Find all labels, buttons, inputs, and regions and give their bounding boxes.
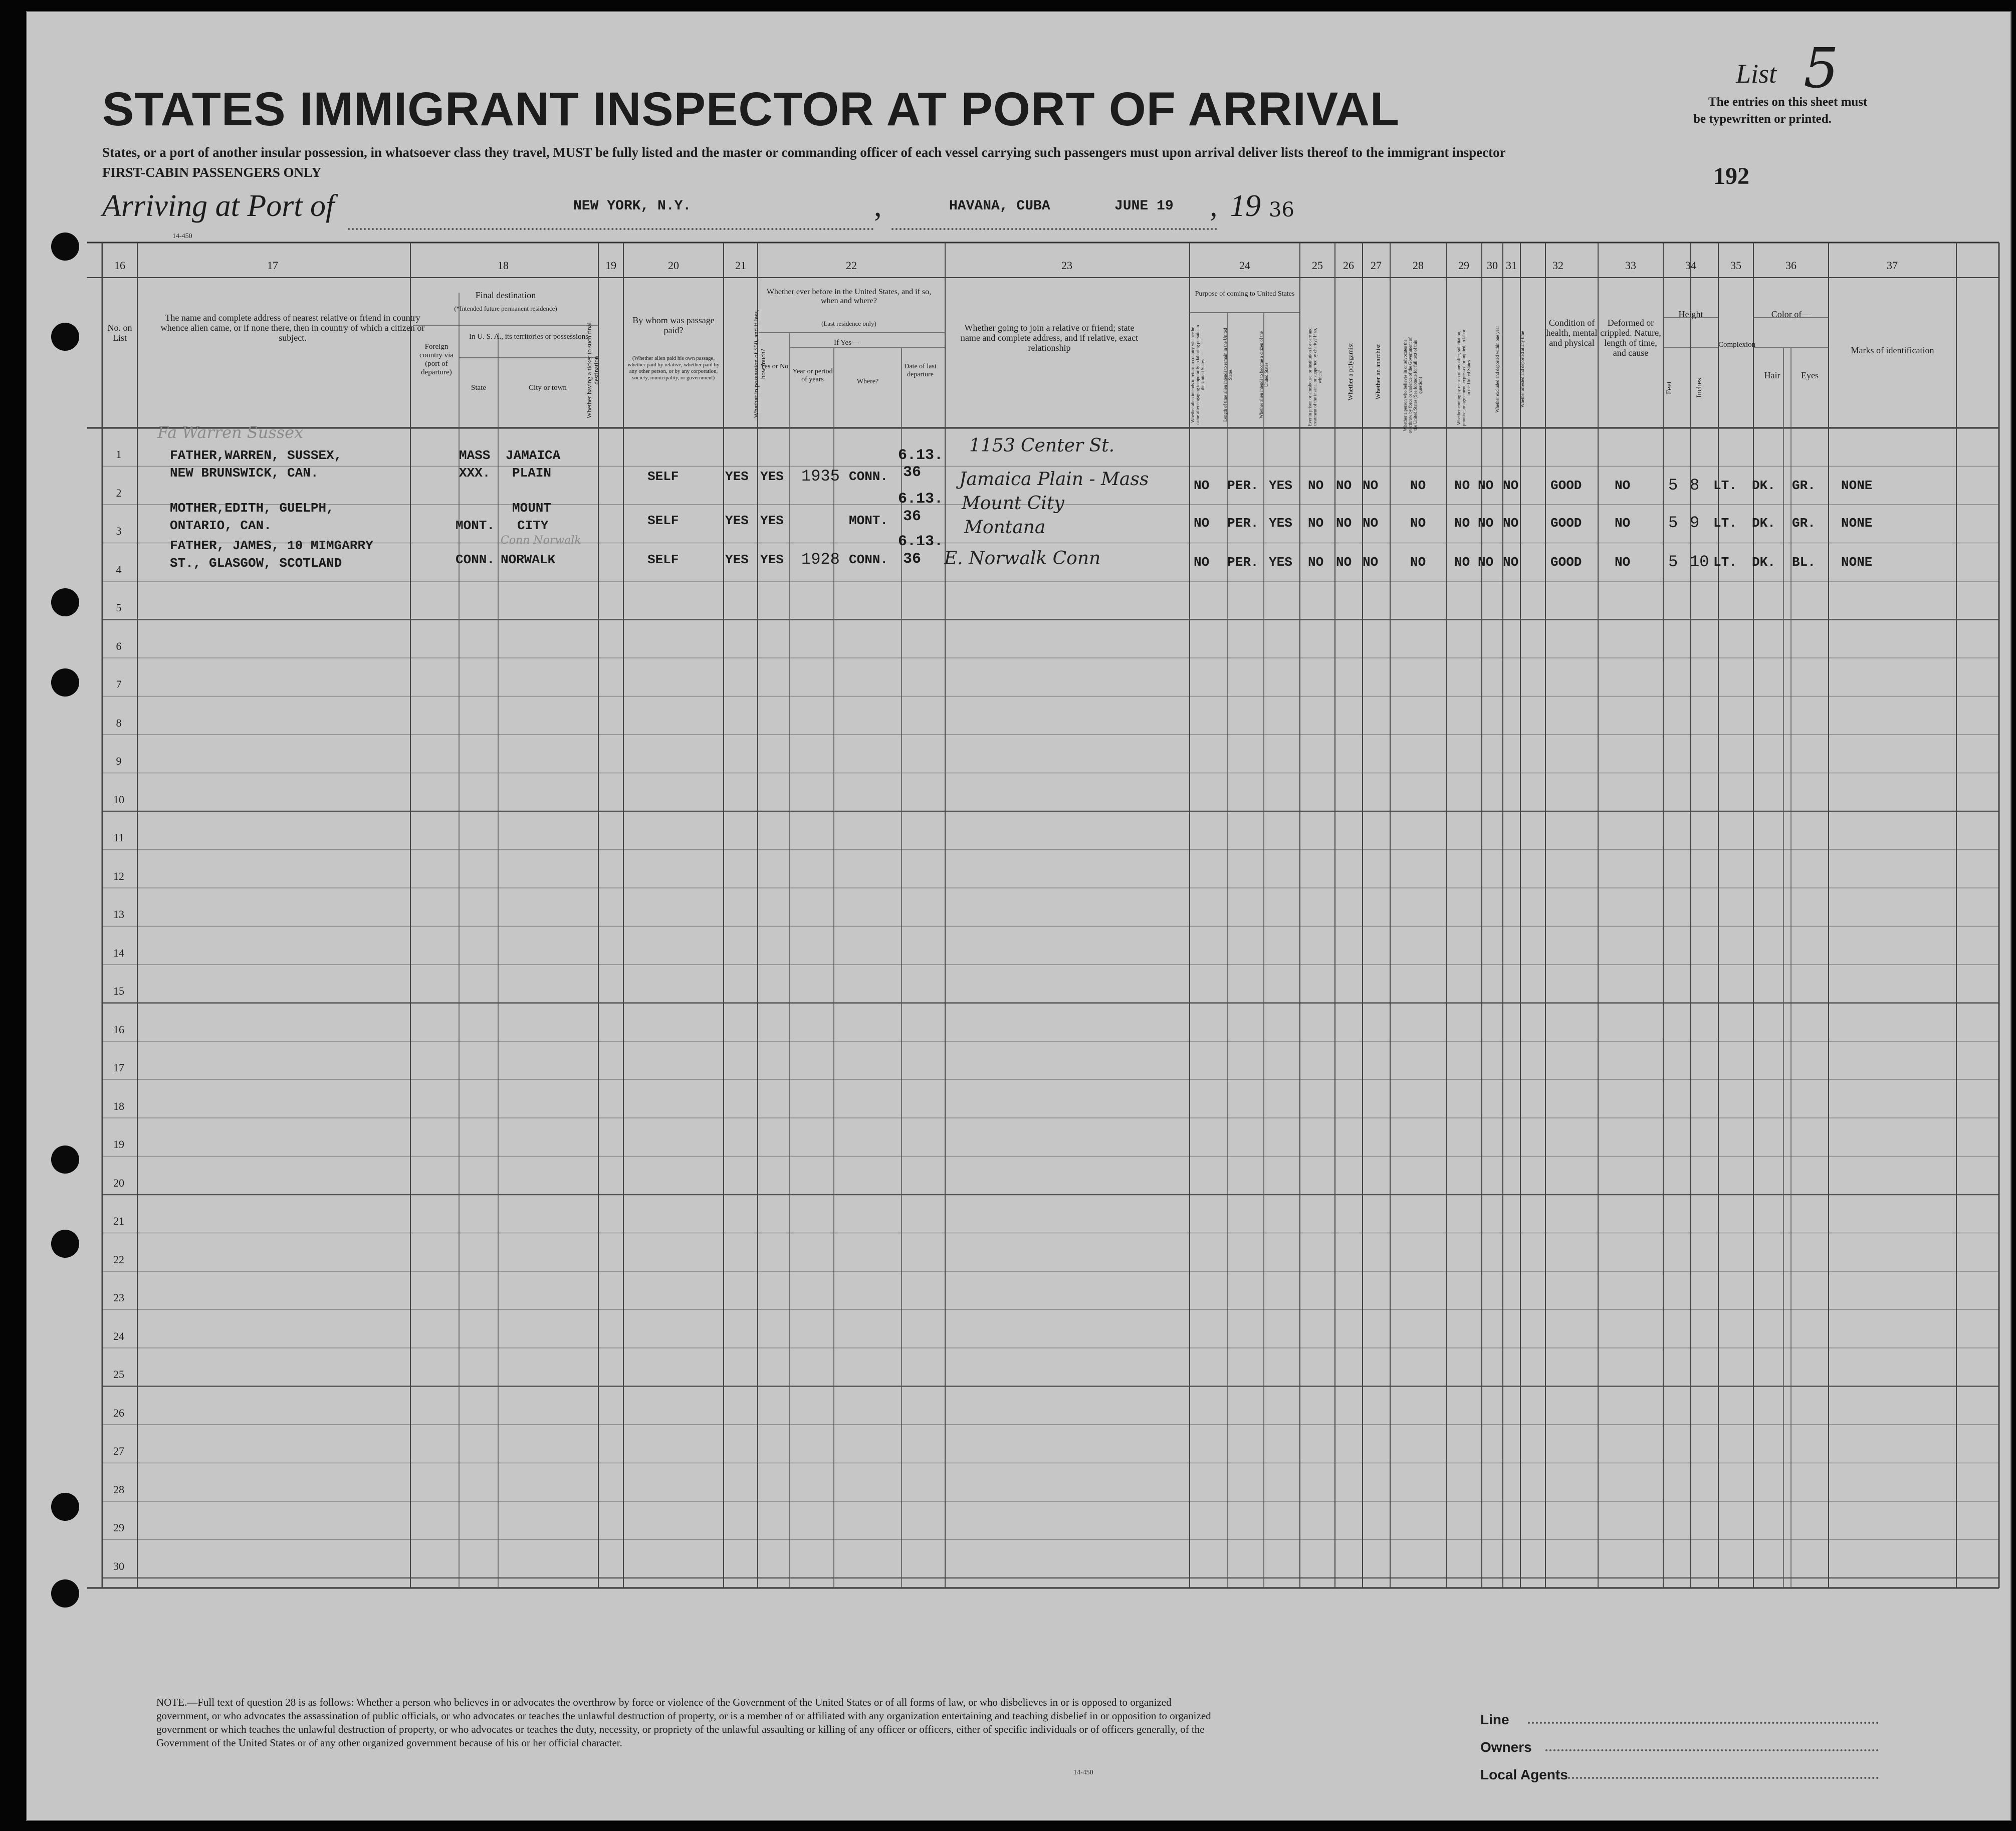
date-departure-1: 6.13. (898, 533, 944, 550)
relative-line1: FATHER,WARREN, SUSSEX, (170, 448, 342, 463)
header-deported: Whether arrested and deported at any time (1520, 331, 1525, 408)
column-number: 31 (1506, 259, 1517, 272)
intro-text: States, or a port of another insular possession, in whatsoever class they travel, MUST be fully listed and the master or commanding officer of each vessel carrying such passengers must upon arrival deliver lists thereof to the immigrant inspector (102, 145, 1506, 160)
join-line2: Jamaica Plain - Mass (959, 469, 1149, 490)
header-anarchist: Whether an anarchist (1374, 344, 1382, 400)
manifest-sheet (26, 11, 2011, 1821)
year-prefix: 19 (1230, 189, 1261, 223)
column-number: 24 (1239, 259, 1250, 272)
header-inches: Inches (1695, 378, 1703, 398)
row-number: 24 (113, 1329, 124, 1342)
answer-eyes: BL. (1792, 555, 1816, 570)
header-city: City or town (529, 384, 567, 392)
answer-health: GOOD (1550, 555, 1582, 570)
answer-return: NO (1194, 555, 1210, 570)
binder-hole (51, 588, 79, 616)
header-where: Where? (856, 378, 879, 385)
header-deformed: Deformed or crippled. Nature, length of time, and cause (1600, 318, 1661, 358)
date-departure-2: 36 (903, 464, 922, 481)
header-question-28: Whether a person who believes in or advocates the overthrow by force or violence of the Government of the United States (See footnote for full text of this question) (1403, 337, 1423, 433)
header-prison: Ever in prison or almshouse, or institution for care and treatment of the insane, or supported by charity? If so, which? (1307, 327, 1322, 426)
header-height: Height (1678, 309, 1703, 319)
port-value: NEW YORK, N.Y. (573, 198, 692, 214)
binder-hole (51, 1579, 79, 1608)
answer-deformed: NO (1615, 516, 1631, 531)
year-suffix: 36 (1269, 198, 1294, 221)
binder-hole (51, 323, 79, 351)
answer-polygamist: NO (1336, 555, 1352, 570)
year-comma: , (1210, 189, 1218, 223)
header-polygamist: Whether a polygamist (1347, 343, 1354, 401)
city-line2: NORWALK (501, 552, 556, 567)
row-number: 11 (113, 831, 124, 844)
form-number-bottom: 14-450 (1073, 1769, 1093, 1776)
header-health: Condition of health, mental and physical (1546, 318, 1598, 348)
city-line2: CITY (517, 518, 549, 533)
comma: , (874, 189, 882, 223)
date-departure-1: 6.13. (898, 447, 944, 464)
row-number: 18 (113, 1099, 124, 1112)
row-number: 28 (113, 1483, 124, 1496)
join-line1: 1153 Center St. (969, 435, 1115, 456)
header-length-stay: Length of time alien intends to remain in the United States (1223, 328, 1233, 422)
before-us: YES (760, 469, 784, 484)
row-number: 22 (113, 1253, 124, 1266)
answer-prison: NO (1308, 516, 1324, 531)
footnote (156, 1696, 1219, 1776)
header-excluded: Whether excluded and deported within one year (1495, 326, 1500, 413)
binder-hole (51, 668, 79, 697)
answer-q28: NO (1410, 555, 1426, 570)
relative-line1: MOTHER,EDITH, GUELPH, (170, 501, 334, 516)
column-number: 21 (735, 259, 746, 272)
header-color: Color of— (1771, 309, 1811, 319)
answer-q28: NO (1410, 478, 1426, 493)
header-feet: Feet (1665, 381, 1673, 394)
binder-hole (51, 1493, 79, 1521)
column-number: 20 (668, 259, 679, 272)
column-number: 25 (1312, 259, 1323, 272)
header-purpose: Purpose of coming to United States (1195, 290, 1295, 298)
column-number: 34 (1685, 259, 1696, 272)
answer-inches: 9 (1690, 514, 1700, 532)
state-line1: MASS (459, 448, 491, 463)
header-state: State (471, 384, 486, 392)
join-line1: E. Norwalk Conn (944, 548, 1101, 569)
answer-feet: 5 (1668, 514, 1678, 532)
owners-rule (1545, 1748, 1879, 1751)
list-label: List (1736, 59, 1777, 89)
row-number: 5 (116, 601, 122, 614)
row-number: 17 (113, 1061, 124, 1074)
entries-note-2: be typewritten or printed. (1693, 112, 1832, 126)
header-foreign-country: Foreign country via (port of departure) (419, 343, 454, 376)
paid-by: SELF (647, 552, 679, 567)
answer-polygamist: NO (1336, 516, 1352, 531)
row-number: 10 (113, 793, 124, 806)
header-hair: Hair (1764, 370, 1780, 380)
header-passage-sub: (Whether alien paid his own passage, whether paid by relative, whether paid by any other person, or by any corporation, society, municipality, or government) (627, 355, 720, 381)
relative-annotation: Fa Warren Sussex (157, 423, 304, 442)
row-number: 27 (113, 1445, 124, 1457)
years: 1928 (801, 550, 840, 569)
answer-return: NO (1194, 516, 1210, 531)
city-line1: MOUNT (512, 501, 552, 516)
row-number: 6 (116, 639, 122, 652)
header-yes-no: Yes or No (760, 363, 789, 370)
answer-marks: NONE (1841, 516, 1873, 531)
row-number: 25 (113, 1368, 124, 1381)
row-number: 3 (116, 525, 122, 537)
answer-hair: DK. (1752, 516, 1775, 531)
answer-excluded: NO (1478, 555, 1494, 570)
header-complexion: Complexion (1718, 341, 1756, 349)
has-50: YES (725, 469, 749, 484)
header-offer: Whether coming by reason of any offer, solicitation, promise, or agreement, expressed or implied, to labor in the United States (1456, 329, 1471, 426)
column-number: 17 (267, 259, 278, 272)
header-50-dollars: Whether in possession of $50, and if less, how much? (752, 309, 767, 418)
before-us: YES (760, 552, 784, 567)
row-number: 16 (113, 1023, 124, 1036)
class-text: FIRST-CABIN PASSENGERS ONLY (102, 165, 322, 180)
paid-by: SELF (647, 513, 679, 528)
answer-deformed: NO (1615, 478, 1631, 493)
answer-marks: NONE (1841, 555, 1873, 570)
answer-eyes: GR. (1792, 516, 1816, 531)
answer-hair: DK. (1752, 478, 1775, 493)
row-number: 15 (113, 985, 124, 997)
entries-note-1: The entries on this sheet must (1708, 95, 1868, 109)
answer-prison: NO (1308, 478, 1324, 493)
answer-polygamist: NO (1336, 478, 1352, 493)
column-number: 16 (114, 259, 125, 272)
relative-line2: NEW BRUNSWICK, CAN. (170, 466, 319, 481)
column-number: 33 (1625, 259, 1636, 272)
row-number: 9 (116, 755, 122, 767)
binder-hole (51, 1230, 79, 1258)
state-line2: XXX. (459, 466, 491, 481)
before-us: YES (760, 513, 784, 528)
answer-eyes: GR. (1792, 478, 1816, 493)
date-value: JUNE 19 (1114, 198, 1174, 214)
where: MONT. (849, 513, 888, 528)
arriving-label: Arriving at Port of (102, 189, 335, 223)
list-number: 5 (1804, 36, 1839, 100)
row-number: 29 (113, 1521, 124, 1534)
row-number: 26 (113, 1406, 124, 1419)
answer-deported: NO (1503, 555, 1519, 570)
row-number: 19 (113, 1138, 124, 1151)
row-number: 12 (113, 869, 124, 882)
join-line2: Montana (964, 517, 1046, 538)
header-eyes: Eyes (1801, 370, 1819, 380)
header-citizen: Whether alien intends to become a citizen of the United States (1259, 331, 1269, 418)
answer-offer: NO (1454, 555, 1470, 570)
state-line2: MONT. (456, 518, 495, 533)
row-number: 30 (113, 1559, 124, 1572)
row-number: 23 (113, 1291, 124, 1304)
header-ticket: Whether having a ticket to such final destination (585, 322, 600, 419)
line-label: Line (1480, 1712, 1509, 1727)
header-return: Whether alien intends to return to country whence he came after engaging temporarily in laboring pursuits in the United States (1190, 325, 1205, 425)
answer-health: GOOD (1550, 478, 1582, 493)
binder-hole (51, 233, 79, 261)
column-number: 26 (1343, 259, 1354, 272)
answer-prison: NO (1308, 555, 1324, 570)
answer-q28: NO (1410, 516, 1426, 531)
city-line1: JAMAICA (506, 448, 561, 463)
column-number: 30 (1487, 259, 1498, 272)
answer-marks: NONE (1841, 478, 1873, 493)
row-number: 4 (116, 563, 122, 576)
answer-anarchist: NO (1363, 478, 1379, 493)
header-years: Year or period of years (792, 368, 833, 383)
relative-line2: ST., GLASGOW, SCOTLAND (170, 556, 342, 571)
header-final-destination: Final destination (475, 290, 536, 300)
column-number: 19 (605, 259, 616, 272)
relative-line1: FATHER, JAMES, 10 MIMGARRY (170, 538, 373, 553)
answer-offer: NO (1454, 478, 1470, 493)
sheet-number: 192 (1713, 163, 1749, 189)
row-number: 8 (116, 716, 122, 729)
answer-complexion: LT. (1713, 516, 1737, 531)
column-number: 22 (846, 259, 857, 272)
answer-citizen: YES (1269, 478, 1292, 493)
row-number: 7 (116, 678, 122, 691)
header-marks: Marks of identification (1851, 345, 1934, 355)
answer-complexion: LT. (1713, 555, 1737, 570)
relative-line2: ONTARIO, CAN. (170, 518, 272, 533)
agents-label: Local Agents (1480, 1767, 1568, 1782)
answer-citizen: YES (1269, 516, 1292, 531)
answer-health: GOOD (1550, 516, 1582, 531)
where: CONN. (849, 469, 888, 484)
header-no-on-list: No. on List (107, 323, 132, 343)
answer-excluded: NO (1478, 516, 1494, 531)
line-rule (1528, 1721, 1879, 1724)
answer-inches: 8 (1690, 476, 1700, 495)
header-final-destination-sub: (*Intended future permanent residence) (454, 305, 557, 312)
row-number: 14 (113, 946, 124, 959)
column-number: 37 (1887, 259, 1898, 272)
header-passage: By whom was passage paid? (632, 315, 715, 335)
owners-label: Owners (1480, 1739, 1532, 1755)
city-annotation: Conn Norwalk (501, 534, 581, 547)
column-number: 29 (1458, 259, 1469, 272)
answer-feet: 5 (1668, 553, 1678, 571)
answer-hair: DK. (1752, 555, 1775, 570)
answer-anarchist: NO (1363, 555, 1379, 570)
answer-deported: NO (1503, 516, 1519, 531)
date-departure-1: 6.13. (898, 491, 944, 508)
agents-rule (1568, 1776, 1879, 1779)
page-title: STATES IMMIGRANT INSPECTOR AT PORT OF ARRIVAL (102, 83, 1400, 136)
row-number: 20 (113, 1176, 124, 1189)
header-join-relative: Whether going to join a relative or friend; state name and complete address, and if relative, exact relationship (960, 323, 1139, 353)
from-port-value: HAVANA, CUBA (949, 198, 1050, 214)
answer-length: PER. (1227, 478, 1259, 493)
footnote-text: NOTE.—Full text of question 28 is as follows: Whether a person who believes in or advocates the overthrow by force or violence of the Government of the United States or of all forms of law, or who disbelieves in or is opposed to organized government, or who advocates the assassination of public officials, or who advocates or teaches the unlawful destruction of property, or is a member of or affiliated with any organization entertaining and teaching disbelief in or opposition to organized government or which teaches the unlawful destruction of property, or who advocates or teaches the duty, necessity, or propriety of the unlawful assaulting or killing of any officer or officers, either of specific individuals or of officers generally, of the Government of the United States or of any other organized government because of his or her official character. (156, 1696, 1211, 1749)
header-before-us: Whether ever before in the United States, and if so, when and where? (766, 288, 932, 305)
column-number: 28 (1413, 259, 1424, 272)
column-number: 23 (1061, 259, 1072, 272)
answer-anarchist: NO (1363, 516, 1379, 531)
has-50: YES (725, 552, 749, 567)
where: CONN. (849, 552, 888, 567)
date-departure-2: 36 (903, 508, 922, 525)
answer-complexion: LT. (1713, 478, 1737, 493)
date-departure-2: 36 (903, 551, 922, 568)
column-number: 32 (1552, 259, 1563, 272)
form-number-top: 14-450 (172, 233, 192, 240)
answer-return: NO (1194, 478, 1210, 493)
binder-hole (51, 1146, 79, 1174)
row-number: 13 (113, 908, 124, 921)
answer-length: PER. (1227, 555, 1259, 570)
join-line1: Mount City (962, 493, 1064, 514)
column-number: 36 (1785, 259, 1797, 272)
paid-by: SELF (647, 469, 679, 484)
row-number: 2 (116, 486, 122, 499)
city-line2: PLAIN (512, 466, 552, 481)
has-50: YES (725, 513, 749, 528)
header-if-yes: If Yes— (833, 339, 859, 347)
column-number: 18 (498, 259, 509, 272)
header-date-departure: Date of last departure (904, 363, 937, 378)
column-number: 27 (1371, 259, 1382, 272)
form-grid (27, 12, 2011, 1821)
column-number: 35 (1730, 259, 1741, 272)
header-relative: The name and complete address of nearest relative or friend in country whence alien came, or if none there, then in country of which a citizen or subject. (160, 313, 425, 343)
years: 1935 (801, 467, 840, 486)
answer-feet: 5 (1668, 476, 1678, 495)
answer-length: PER. (1227, 516, 1259, 531)
answer-deformed: NO (1615, 555, 1631, 570)
answer-offer: NO (1454, 516, 1470, 531)
header-before-us-sub: (Last residence only) (821, 320, 876, 327)
answer-citizen: YES (1269, 555, 1292, 570)
answer-deported: NO (1503, 478, 1519, 493)
answer-inches: 10 (1690, 553, 1709, 571)
row-number: 1 (116, 448, 122, 461)
state-line2: CONN. (456, 552, 495, 567)
answer-excluded: NO (1478, 478, 1494, 493)
header-usa: In U. S. A., its territories or possessions (469, 333, 588, 341)
row-number: 21 (113, 1215, 124, 1227)
